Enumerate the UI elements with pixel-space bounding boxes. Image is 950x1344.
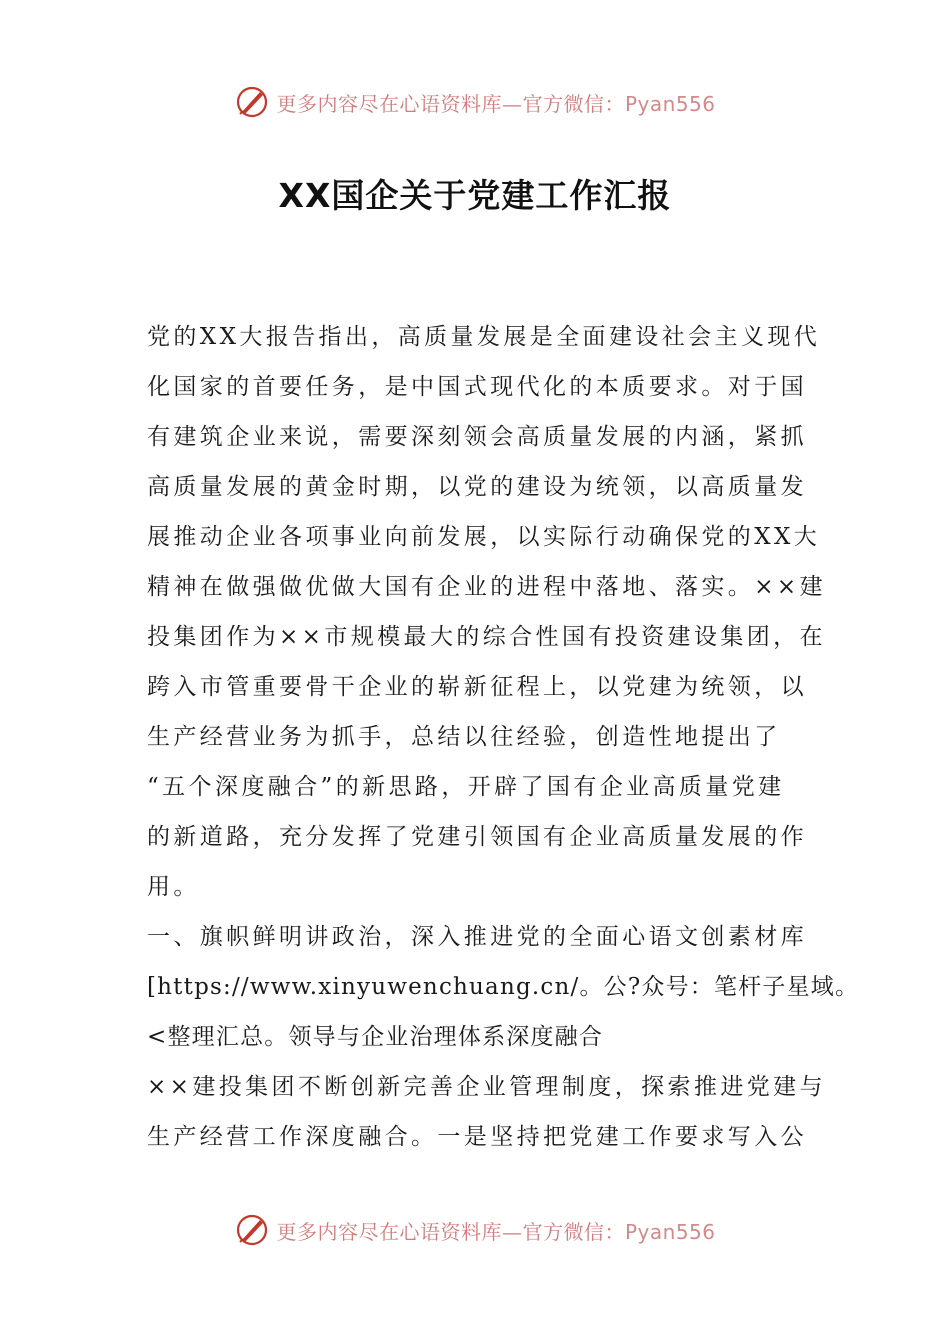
header-banner-label: 更多内容尽在心语资料库—官方微信： <box>276 91 625 116</box>
body-line: 生产经营工作深度融合。一是坚持把党建工作要求写入公 <box>147 1124 807 1150</box>
footer-banner-text <box>276 1216 715 1245</box>
body-line: ××建投集团不断创新完善企业管理制度，探索推进党建与 <box>147 1074 826 1100</box>
quill-pen-logo-icon <box>234 84 270 120</box>
footer-banner-label: 更多内容尽在心语资料库—官方微信： <box>276 1219 625 1244</box>
footer-banner-handle: Pyan556 <box>624 1219 716 1244</box>
url-line: [https://www.xinyuwenchuang.cn/。公?众号：笔杆子星域。 <box>147 974 860 1000</box>
section-heading-line: 一、旗帜鲜明讲政治，深入推进党的全面心语文创素材库 <box>147 924 807 950</box>
document-title: XX国企关于党建工作汇报 <box>278 176 672 215</box>
document-body <box>147 312 860 1162</box>
body-line: 展推动企业各项事业向前发展，以实际行动确保党的XX大 <box>147 524 821 550</box>
header-banner <box>0 80 950 124</box>
body-line: “五个深度融合”的新思路，开辟了国有企业高质量党建 <box>147 774 785 800</box>
body-line: 化国家的首要任务，是中国式现代化的本质要求。对于国 <box>147 374 807 400</box>
header-banner-text <box>276 88 715 117</box>
footer-banner <box>0 1208 950 1252</box>
body-line: 的新道路，充分发挥了党建引领国有企业高质量发展的作 <box>147 824 807 850</box>
body-line: 党的XX大报告指出，高质量发展是全面建设社会主义现代 <box>147 324 821 350</box>
body-line: 生产经营业务为抓手，总结以往经验，创造性地提出了 <box>147 724 781 750</box>
body-line: 用。 <box>147 874 200 900</box>
header-banner-handle: Pyan556 <box>624 91 716 116</box>
body-line: 精神在做强做优做大国有企业的进程中落地、落实。××建 <box>147 574 826 600</box>
quill-pen-logo-icon <box>234 1212 270 1248</box>
body-line: 投集团作为××市规模最大的综合性国有投资建设集团，在 <box>147 624 826 650</box>
body-line: 有建筑企业来说，需要深刻领会高质量发展的内涵，紧抓 <box>147 424 807 450</box>
body-line: <整理汇总。领导与企业治理体系深度融合 <box>147 1024 604 1050</box>
body-line: 跨入市管重要骨干企业的崭新征程上，以党建为统领，以 <box>147 674 807 700</box>
body-line: 高质量发展的黄金时期，以党的建设为统领，以高质量发 <box>147 474 807 500</box>
